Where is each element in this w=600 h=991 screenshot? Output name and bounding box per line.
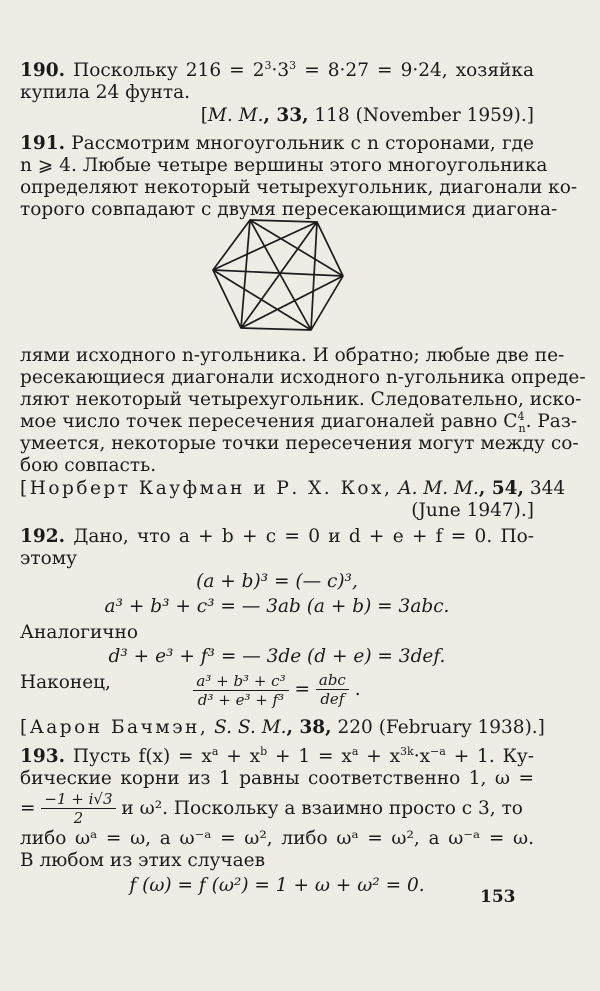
p192-eq1: (a + b)³ = (— c)³, — [196, 571, 358, 592]
p193-line1: 193. Пусть $f(x) = x^a + x^b + 1 = x^a + x^{3k}\cdot x^{-a} + 1$. Ку- — [20, 744, 535, 767]
problem-number: 190. — [20, 60, 66, 81]
p191-line5: лями исходного n-угольника. И обратно; любые две пе- — [20, 345, 565, 366]
p191-line10: бою совпасть. — [20, 455, 157, 476]
p191-line7: ляют некоторый четырехугольник. Следовательно, иско- — [20, 389, 582, 410]
p192-finally: Наконец, — [20, 672, 111, 693]
p190-ref: [M. M., 33, 118 (November 1959).] — [200, 105, 534, 126]
p191-line1: 191. Рассмотрим многоугольник с n сторонами, где — [20, 133, 534, 154]
p193-eq: f (ω) = f (ω²) = 1 + ω + ω² = 0. — [129, 875, 425, 896]
p190-line2: купила 24 фунта. — [20, 82, 191, 103]
p191-ref: [Норберт Кауфман и Р. Х. Кох, A. M. M., 54, 344 — [20, 478, 566, 499]
p191-line8: мое число точек пересечения диагоналей равно $C^4_n$. Раз- — [20, 409, 578, 435]
p192-ref: [Аарон Бачмэн, S. S. M., 38, 220 (February 1938).] — [20, 717, 545, 738]
p192-line2: этому — [20, 548, 78, 569]
p190-line1: 190. Поскольку $216 = 2^3\cdot 3^3 = 8\cdot 27 = 9\cdot 24$, хозяйка — [20, 58, 534, 81]
p191-line2: n ⩾ 4. Любые четыре вершины этого многоугольника — [20, 155, 548, 176]
problem-number: 191. — [20, 133, 66, 154]
p192-eq3: d³ + e³ + f³ = — 3de (d + e) = 3def. — [108, 646, 446, 667]
p191-line9: умеется, некоторые точки пересечения могут между со- — [20, 433, 579, 454]
omega-fraction: $\frac{-1 + i√3}{2}$ — [41, 790, 115, 827]
p191-line4: торого совпадают с двумя пересекающимися диагона- — [20, 199, 558, 220]
p193-line2: бические корни из 1 равны соответственно 1, ω = — [20, 768, 534, 789]
hexagon-diagonals-figure — [205, 212, 355, 342]
p191-line3: определяют некоторый четырехугольник, диагонали ко- — [20, 177, 578, 198]
problem-number: 192. — [20, 526, 66, 547]
fraction-right: $\frac{\text{abc}}{\text{def}}$ — [316, 671, 349, 708]
p192-eq2: a³ + b³ + c³ = — 3ab (a + b) = 3abc. — [104, 596, 450, 617]
page-number: 153 — [480, 887, 516, 907]
p192-line1: 192. Дано, что a + b + c = 0 и d + e + f = 0. По- — [20, 526, 534, 547]
p191-line6: ресекающиеся диагонали исходного n-угольника опреде- — [20, 367, 586, 388]
p193-line5: В любом из этих случаев — [20, 850, 266, 871]
p191-ref-date: (June 1947).] — [411, 500, 534, 521]
p192-fraction-eq: $\frac{\text{a³ + b³ + c³}}{\text{d³ + e³ + f³}}$ = $\frac{\text{abc}}{\text{def}}$ . — [20, 670, 534, 714]
fraction-left: $\frac{\text{a³ + b³ + c³}}{\text{d³ + e³ + f³}}$ — [193, 672, 288, 709]
p192-analogously: Аналогично — [20, 622, 138, 643]
problem-number: 193. — [20, 746, 66, 767]
p193-line4: либо ωᵃ = ω, а ω⁻ᵃ = ω², либо ωᵃ = ω², а ω⁻ᵃ = ω. — [20, 828, 534, 849]
p193-line3: = $\frac{-1 + i√3}{2}$ и ω². Поскольку a взаимно просто с 3, то — [20, 790, 523, 827]
